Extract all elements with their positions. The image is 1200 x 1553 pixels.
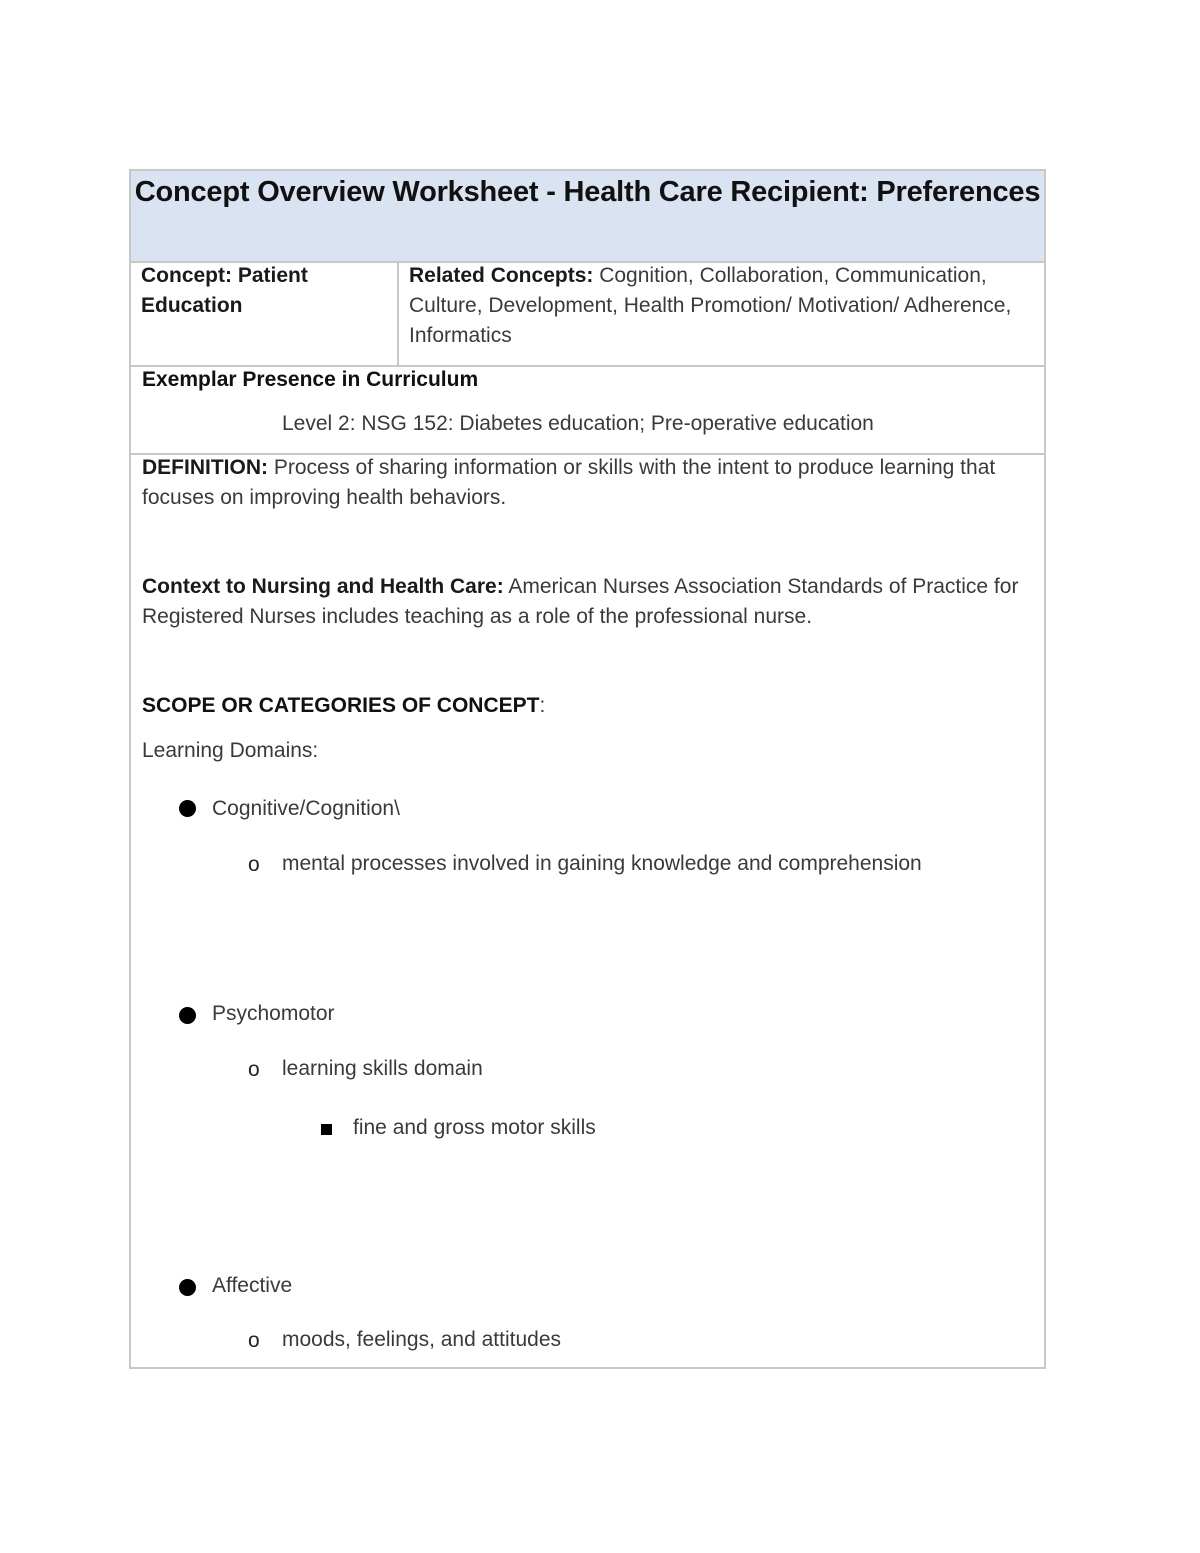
definition-label: DEFINITION:: [142, 456, 268, 479]
definition-text: [142, 453, 1022, 513]
domain-psychomotor-detail: learning skills domain: [282, 1057, 483, 1080]
bullet-circle-icon: o: [248, 1329, 260, 1352]
bullet-circle-icon: o: [248, 1058, 260, 1081]
bullet-circle-icon: o: [248, 853, 260, 876]
scope-colon: :: [539, 694, 546, 717]
domain-psychomotor: Psychomotor: [212, 1002, 335, 1025]
definition-body: Process of sharing information or skills with the intent to produce learning that focuses on improving health behaviors.: [142, 456, 996, 509]
domain-psychomotor-subdetail: fine and gross motor skills: [353, 1116, 596, 1139]
learning-domains-label: Learning Domains:: [142, 739, 319, 762]
bullet-disc-icon: [179, 800, 196, 817]
related-concepts-cell: [399, 263, 1044, 365]
domain-affective-detail: moods, feelings, and attitudes: [282, 1328, 562, 1351]
exemplar-text: Level 2: NSG 152: Diabetes education; Pre-operative education: [282, 412, 874, 435]
related-concepts-list: Cognition, Collaboration, Communication, Culture, Development, Health Promotion/ Motivation/ Adherence, Informatics: [409, 264, 1012, 347]
related-concepts-label: Related Concepts:: [409, 264, 594, 287]
bullet-square-icon: [321, 1124, 332, 1135]
bullet-disc-icon: [179, 1279, 196, 1296]
domain-affective: Affective: [212, 1274, 293, 1297]
title-cell: [131, 171, 1044, 263]
bullet-disc-icon: [179, 1007, 196, 1024]
worksheet-title: Concept Overview Worksheet - Health Care Recipient: Preferences: [134, 176, 1041, 208]
context-label: Context to Nursing and Health Care:: [142, 575, 504, 598]
concept-label: Concept: Patient Education: [141, 264, 308, 317]
domain-cognitive-detail: mental processes involved in gaining knowledge and comprehension: [282, 852, 922, 875]
exemplar-label: Exemplar Presence in Curriculum: [142, 368, 479, 391]
worksheet-table: [129, 169, 1046, 1369]
concept-cell: [131, 263, 399, 365]
scope-heading: [142, 691, 545, 721]
scope-label: SCOPE OR CATEGORIES OF CONCEPT: [142, 694, 540, 717]
related-concepts-text: [409, 261, 1034, 351]
domain-cognitive: Cognitive/Cognition\: [212, 797, 400, 820]
context-body: American Nurses Association Standards of Practice for Registered Nurses includes teaching as a role of the professional nurse.: [142, 575, 1019, 628]
context-text: [142, 572, 1037, 632]
